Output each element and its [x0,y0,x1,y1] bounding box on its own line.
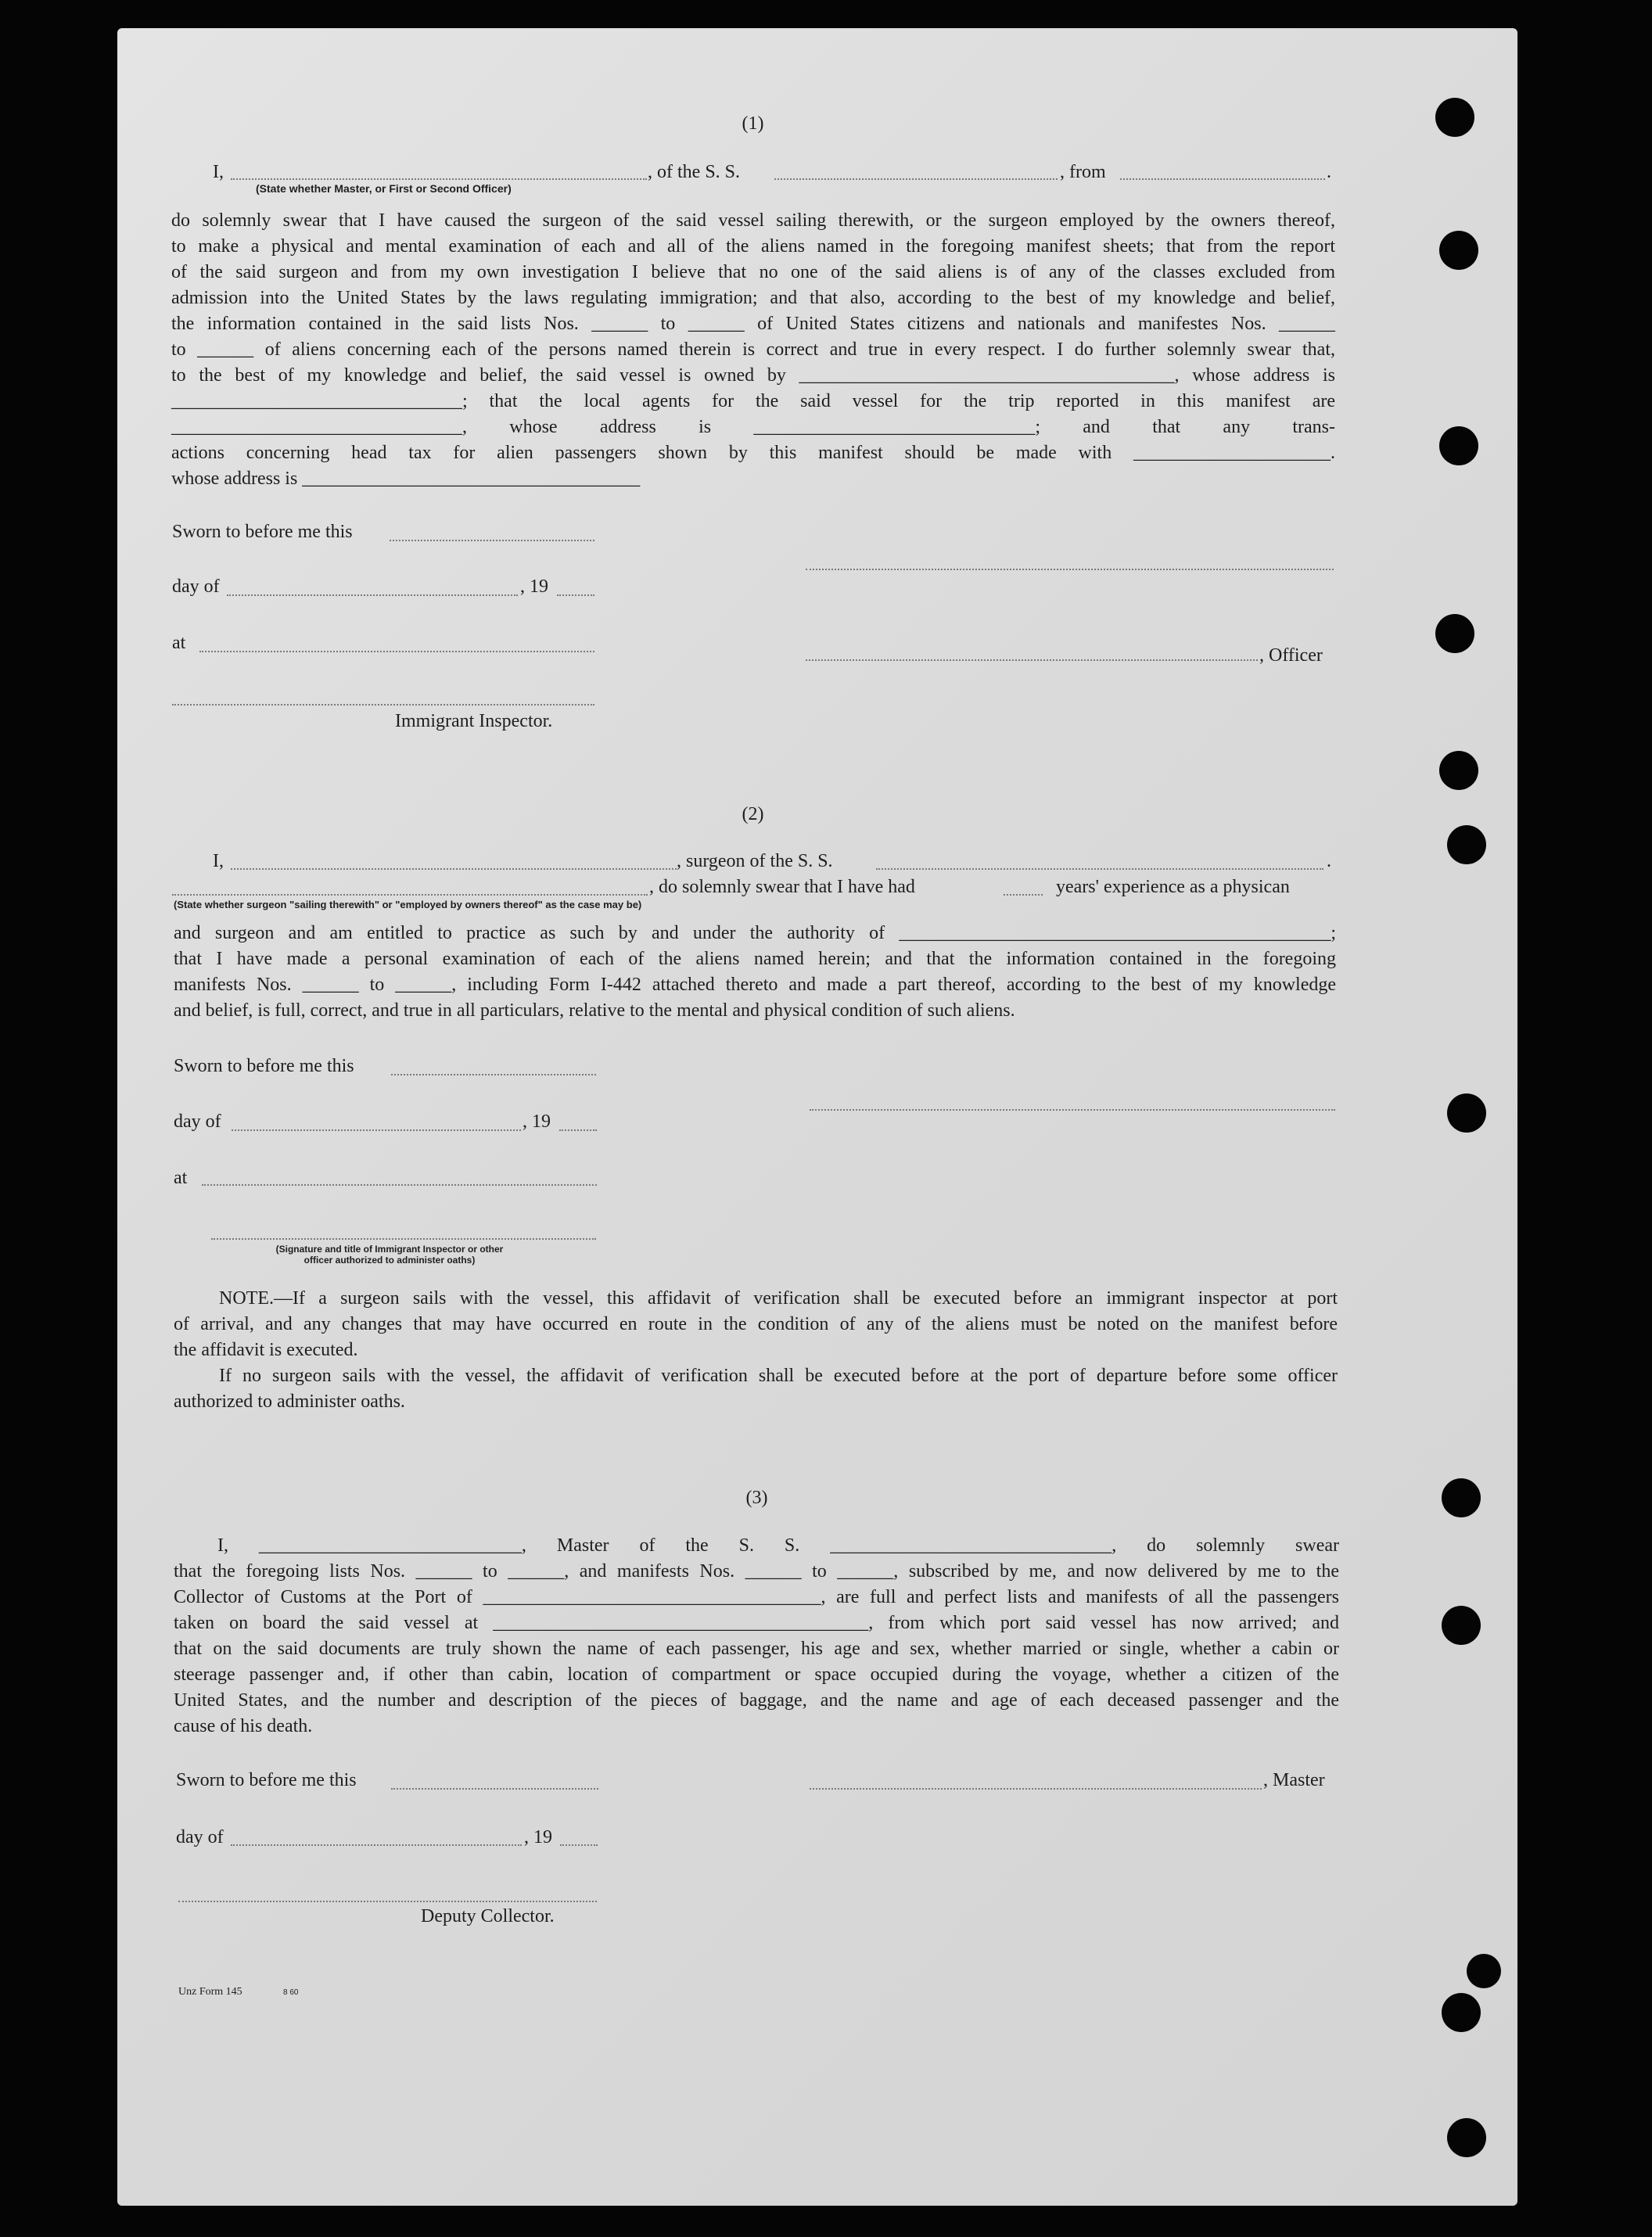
form-date-code: 8 60 [283,1988,299,1997]
at-label: at [172,633,186,653]
oath-line: to make a physical and mental examination of each and all of the aliens named in the foregoing manifest sheets; that from the report [171,236,1335,257]
binder-hole [1439,751,1478,790]
form-number: Unz Form 145 [178,1986,242,1998]
vessel-label: , of the S. S. [648,162,741,182]
manifest-line: Collector of Customs at the Port of ____________________________________, are full and perfect lists and manifests of all the passengers [174,1587,1339,1607]
binder-hole [1435,614,1474,653]
day-of-label: day of [174,1111,221,1132]
binder-hole [1447,825,1486,864]
binder-hole [1442,1478,1481,1517]
section-number: (3) [745,1488,768,1508]
oath-line: the information contained in the said lists Nos. ______ to ______ of United States citizens and nationals and manifestes Nos. ______ [171,314,1335,334]
oath-line: of the said surgeon and from my own investigation I believe that no one of the said aliens is of any of the classes excluded from [171,262,1335,282]
sworn-label: Sworn to before me this [176,1770,357,1790]
binder-hole [1447,2118,1486,2157]
at-place-line [202,1184,597,1186]
note-line: If no surgeon sails with the vessel, the affidavit of verification shall be executed before at the port of departure before some officer [219,1366,1338,1386]
manifest-line: United States, and the number and description of the pieces of baggage, and the name and age of each deceased passenger and the [174,1690,1339,1711]
binder-hole [1439,231,1478,270]
oath-line: admission into the United States by the laws regulating immigration; and that also, according to the best of my knowledge and belief, [171,288,1335,308]
surgeon-line: and belief, is full, correct, and true in all particulars, relative to the mental and physical condition of such aliens. [174,1000,1015,1021]
oath-line: to ______ of aliens concerning each of the persons named therein is correct and true in every respect. I do further solemnly swear that, [171,339,1335,360]
collector-label: Deputy Collector. [421,1906,555,1926]
surgeon-name-line [231,868,677,870]
sworn-date-line [391,1788,598,1790]
oath-line: _______________________________, whose address is ______________________________; and that any trans- [171,417,1335,437]
note-line: NOTE.—If a surgeon sails with the vessel, this affidavit of verification shall be executed before an immigrant inspector at port [219,1288,1338,1309]
manifest-line: that the foregoing lists Nos. ______ to ______, and manifests Nos. ______ to ______, subscribed by me, and now delivered by me to the [174,1561,1339,1582]
officer-line [806,659,1258,661]
surgeon-status-line [172,894,648,896]
officer-label: , Officer [1259,645,1323,666]
year-line [560,1844,598,1846]
surgeon-line: manifests Nos. ______ to ______, including Form I-442 attached thereto and made a part thereof, according to the best of my knowledge [174,975,1336,995]
master-sig-line [810,1788,1262,1790]
section-number: (2) [742,804,764,824]
manifest-line: taken on board the said vessel at ________________________________________, from which port said vessel has now arrived; and [174,1613,1339,1633]
signature-line [810,1109,1335,1111]
surgeon-line: that I have made a personal examination of each of the aliens named herein; and that the information contained in the foregoing [174,949,1336,969]
master-name-line [231,178,647,180]
binder-hole [1439,426,1478,465]
sworn-date-line [390,540,594,541]
oath-prefix: I, [213,162,224,182]
year-label: , 19 [520,576,548,597]
binder-hole [1442,1606,1481,1645]
master-title-note: (State whether Master, or First or Second Officer) [256,182,512,195]
inspector-sig-line [172,704,594,706]
sworn-date-line [391,1074,596,1075]
vessel-name-line [774,178,1058,180]
binder-hole [1467,1954,1501,1988]
swear-label: , do solemnly swear that I have had [649,877,915,897]
day-of-line [232,1129,521,1131]
from-label: , from [1060,162,1106,182]
day-of-label: day of [176,1827,224,1847]
binder-hole [1435,98,1474,137]
administrator-sig-line [211,1238,596,1240]
note-line: of arrival, and any changes that may have occurred en route in the condition of any of the aliens must be noted on the manifest before [174,1314,1338,1334]
day-of-label: day of [172,576,220,597]
surgeon-line: and surgeon and am entitled to practice as such by and under the authority of ______________________________________________; [174,923,1336,943]
line-end: . [1327,162,1331,182]
binder-hole [1442,1993,1481,2032]
sworn-label: Sworn to before me this [172,522,353,542]
oath-line: do solemnly swear that I have caused the surgeon of the said vessel sailing therewith, or the surgeon employed by the owners thereof, [171,210,1335,231]
signature-line [806,569,1334,570]
inspector-label: Immigrant Inspector. [395,711,553,731]
note-line: authorized to administer oaths. [174,1391,405,1412]
oath-line: actions concerning head tax for alien passengers shown by this manifest should be made with _____________________. [171,443,1335,463]
oath-prefix: I, [213,851,224,871]
signature-title-note: (Signature and title of Immigrant Inspector or other officer authorized to administer oaths) [275,1244,504,1266]
year-line [559,1129,597,1131]
surgeon-vessel-label: , surgeon of the S. S. [677,851,833,871]
year-line [557,594,594,596]
binder-hole [1447,1093,1486,1133]
manifest-line: I, ____________________________, Master of the S. S. ______________________________, do solemnly swear [217,1535,1339,1556]
surgeon-status-note: (State whether surgeon "sailing therewith" or "employed by owners thereof" as the case may be) [174,899,642,910]
from-port-line [1120,178,1325,180]
master-label: , Master [1263,1770,1325,1790]
line-end: . [1327,851,1331,871]
sworn-label: Sworn to before me this [174,1056,354,1076]
day-of-line [231,1844,522,1846]
at-place-line [199,651,594,652]
manifest-line: steerage passenger and, if other than cabin, location of compartment or space occupied during the voyage, whether a citizen of the [174,1664,1339,1685]
section-number: (1) [742,113,764,134]
collector-sig-line [178,1901,597,1902]
year-label: , 19 [523,1111,551,1132]
manifest-line: cause of his death. [174,1716,313,1736]
surgeon-vessel-line [876,868,1323,870]
day-of-line [227,594,518,596]
oath-line: to the best of my knowledge and belief, the said vessel is owned by ________________________________________, whose address is [171,365,1335,386]
years-label: years' experience as a physican [1056,877,1290,897]
oath-line: _______________________________; that the local agents for the said vessel for the trip reported in this manifest are [171,391,1335,411]
years-line [1004,894,1043,896]
at-label: at [174,1168,188,1188]
manifest-line: that on the said documents are truly shown the name of each passenger, his age and sex, whether married or single, whether a cabin or [174,1639,1339,1659]
note-line: the affidavit is executed. [174,1340,358,1360]
year-label: , 19 [524,1827,552,1847]
oath-line: whose address is ____________________________________ [171,469,641,489]
